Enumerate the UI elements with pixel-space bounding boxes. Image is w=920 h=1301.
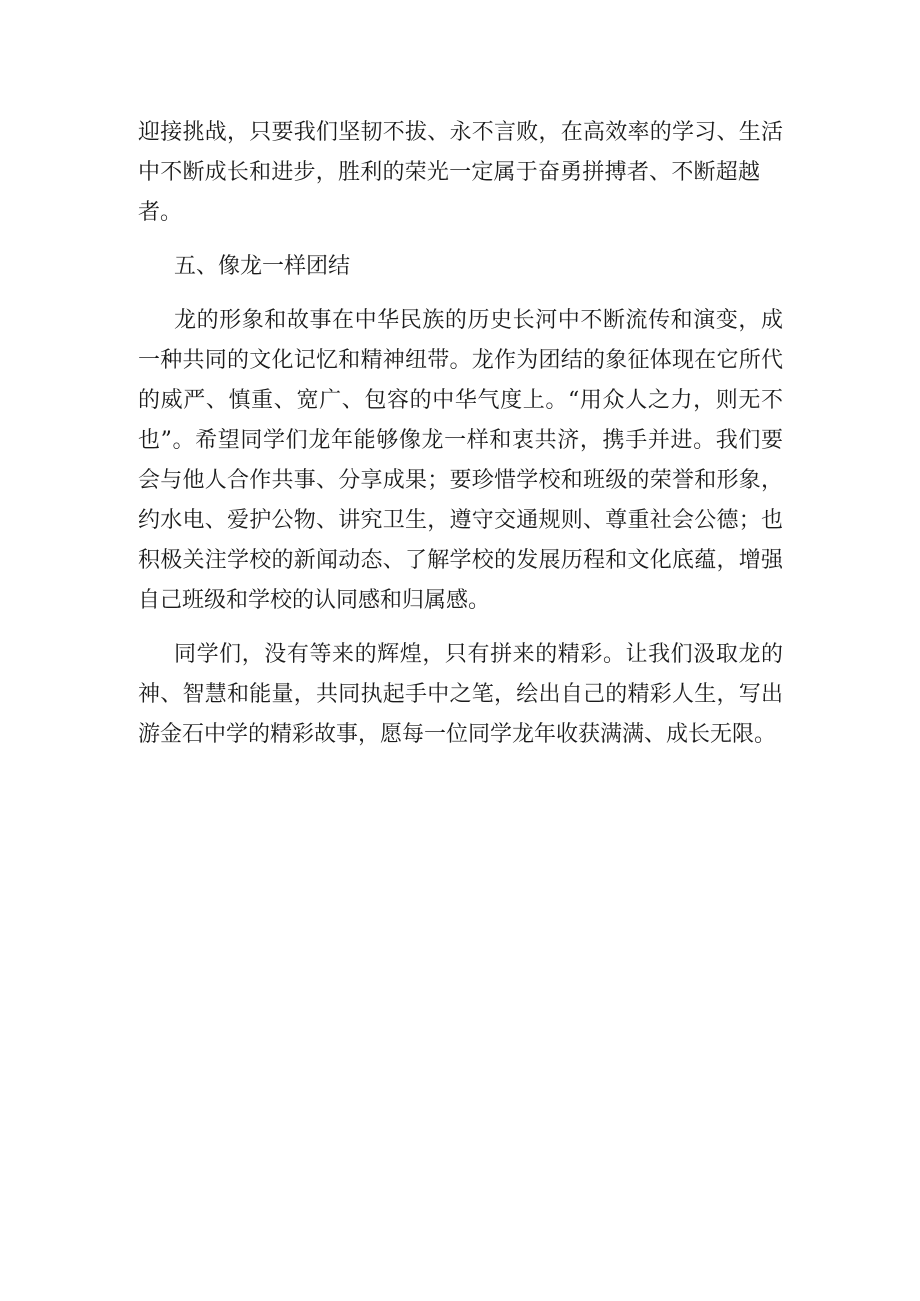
text-line: 同学们，没有等来的辉煌，只有拼来的精彩。让我们汲取龙的 bbox=[174, 642, 783, 667]
text-line: 中不断成长和进步，胜利的荣光一定属于奋勇拼搏者、不断超越 bbox=[138, 160, 760, 185]
paragraph-unity bbox=[138, 301, 783, 621]
section-heading: 五、像龙一样团结 bbox=[174, 254, 351, 279]
text-line: 神、智慧和能量，共同执起手中之笔，绘出自己的精彩人生，写出 bbox=[138, 682, 783, 707]
text-line: 的威严、慎重、宽广、包容的中华气度上。“用众人之力，则无不 bbox=[138, 388, 783, 413]
text-line: 迎接挑战，只要我们坚韧不拔、永不言败，在高效率的学习、生活 bbox=[138, 120, 783, 145]
text-line: 游金石中学的精彩故事，愿每一位同学龙年收获满满、成长无限。 bbox=[138, 722, 777, 747]
paragraph-continuation bbox=[138, 113, 783, 233]
document-body bbox=[138, 113, 783, 755]
text-line: 一种共同的文化记忆和精神纽带。龙作为团结的象征体现在它所代 bbox=[138, 348, 783, 373]
text-line: 者。 bbox=[138, 200, 183, 225]
text-line: 约水电、爱护公物、讲究卫生，遵守交通规则、尊重社会公德；也 bbox=[138, 508, 783, 533]
text-line: 自己班级和学校的认同感和归属感。 bbox=[138, 588, 491, 613]
text-line: 龙的形象和故事在中华民族的历史长河中不断流传和演变，成 bbox=[174, 308, 783, 333]
paragraph-closing bbox=[138, 635, 783, 755]
text-line: 也”。希望同学们龙年能够像龙一样和衷共济，携手并进。我们要 bbox=[138, 428, 783, 453]
text-line: 积极关注学校的新闻动态、了解学校的发展历程和文化底蕴，增强 bbox=[138, 548, 783, 573]
text-line: 会与他人合作共事、分享成果；要珍惜学校和班级的荣誉和形象， bbox=[138, 468, 783, 493]
